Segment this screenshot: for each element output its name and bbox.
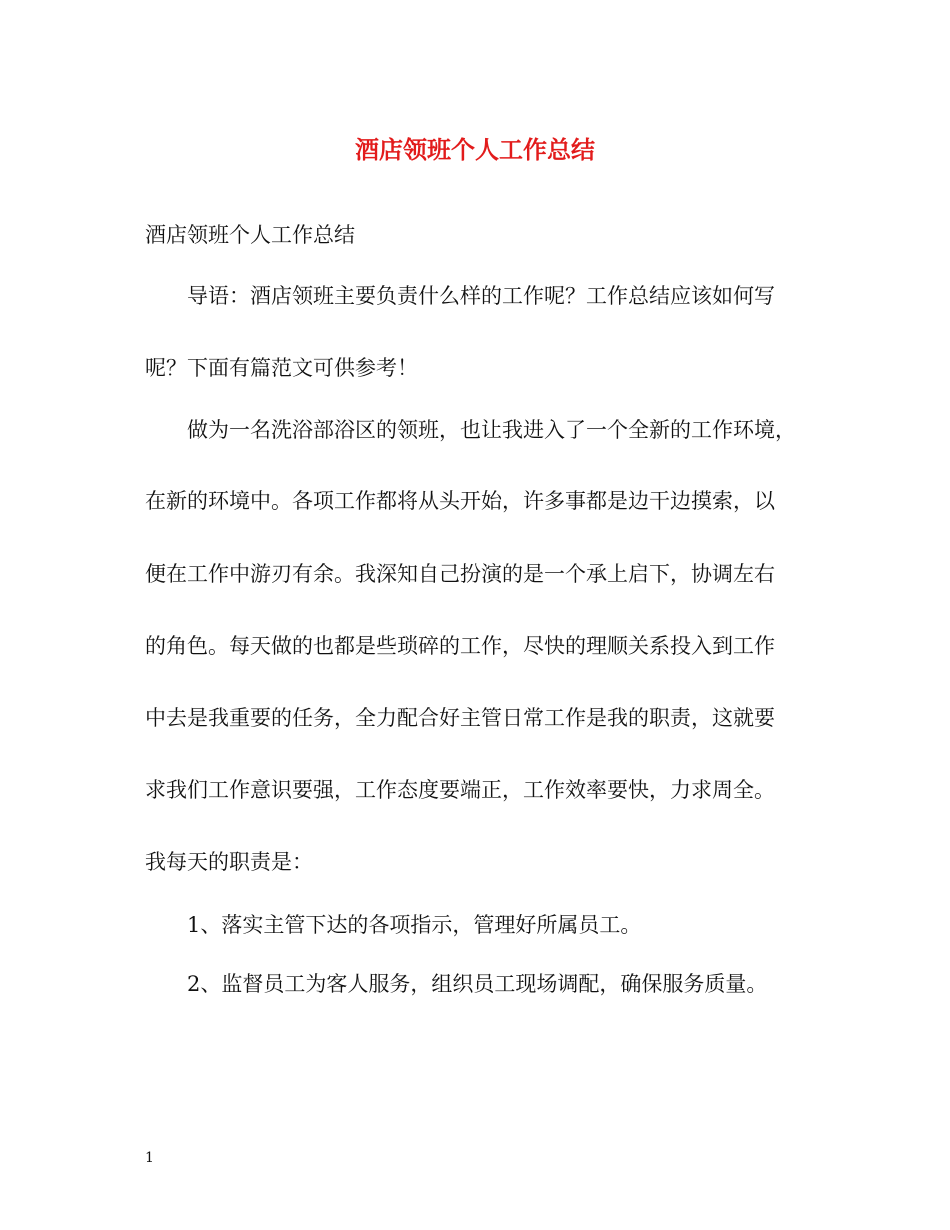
body-line-1: 做为一名洗浴部浴区的领班，也让我进入了一个全新的工作环境， xyxy=(187,418,796,442)
body-line-3: 便在工作中游刃有余。我深知自己扮演的是一个承上启下，协调左右 xyxy=(145,562,775,586)
intro-line-2: 呢？下面有篇范文可供参考！ xyxy=(145,356,418,380)
duties-heading: 我每天的职责是： xyxy=(145,850,313,874)
duty-item-2: 2、监督员工为客人服务，组织员工现场调配，确保服务质量。 xyxy=(187,972,768,996)
intro-line-1: 导语：酒店领班主要负责什么样的工作呢？工作总结应该如何写 xyxy=(187,284,775,308)
body-line-5: 中去是我重要的任务，全力配合好主管日常工作是我的职责，这就要 xyxy=(145,706,775,730)
document-title: 酒店领班个人工作总结 xyxy=(355,135,595,164)
body-line-2: 在新的环境中。各项工作都将从头开始，许多事都是边干边摸索，以 xyxy=(145,489,775,513)
body-line-6: 求我们工作意识要强，工作态度要端正，工作效率要快，力求周全。 xyxy=(145,778,775,802)
subtitle-line: 酒店领班个人工作总结 xyxy=(145,223,355,247)
duty-item-1: 1、落实主管下达的各项指示，管理好所属员工。 xyxy=(187,913,642,937)
page-number: 1 xyxy=(145,1150,154,1166)
body-line-4: 的角色。每天做的也都是些琐碎的工作，尽快的理顺关系投入到工作 xyxy=(145,634,775,658)
